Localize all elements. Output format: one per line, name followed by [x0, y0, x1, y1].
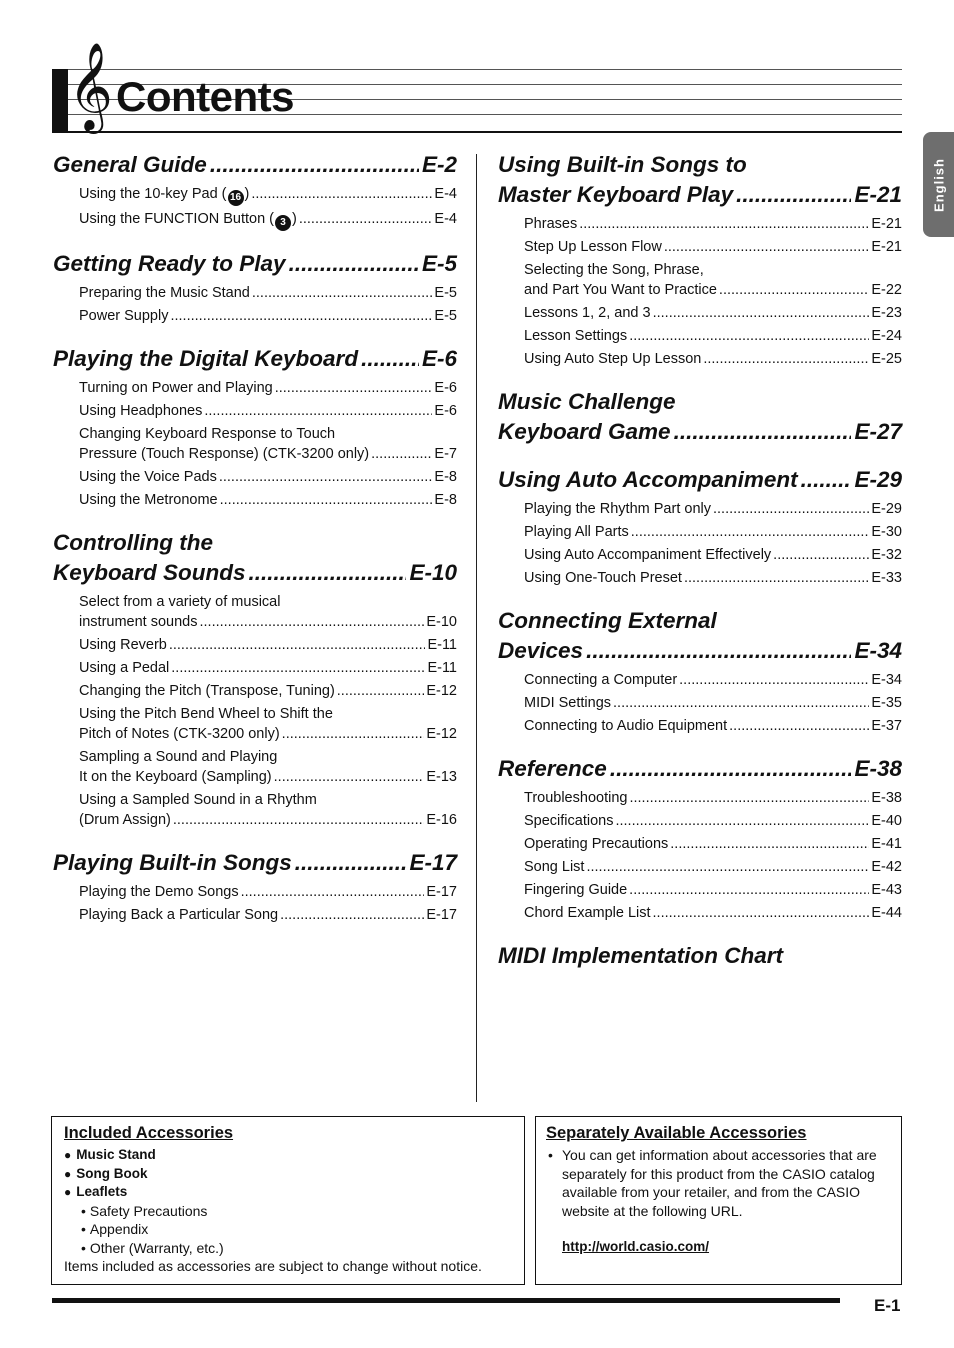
footer-rule	[52, 1298, 840, 1303]
entry-page: E-5	[434, 308, 457, 324]
section-items	[498, 670, 902, 736]
leader-dots	[719, 280, 869, 300]
entry-text: Lessons 1, 2, and 3	[524, 305, 651, 321]
entry-text	[79, 184, 249, 206]
entry-line: Using a Sampled Sound in a Rhythm	[79, 792, 317, 808]
entry-page: E-35	[871, 695, 902, 711]
included-accessories-box	[51, 1116, 525, 1285]
entry-text: Fingering Guide	[524, 882, 628, 898]
entry-page: E-25	[871, 351, 902, 367]
entry-row	[79, 283, 457, 303]
leader-dots	[252, 283, 433, 303]
toc-entry[interactable]	[524, 260, 902, 300]
entry-page: E-8	[434, 492, 457, 508]
entry-row	[524, 326, 902, 346]
leader-dots	[615, 811, 869, 831]
section-title[interactable]	[498, 180, 902, 210]
toc-entry[interactable]	[79, 635, 457, 655]
entry-row	[524, 349, 902, 369]
language-label: English	[931, 157, 946, 212]
entry-row	[524, 670, 902, 690]
toc-entry[interactable]	[524, 303, 902, 323]
entry-page: E-4	[434, 211, 457, 227]
toc-entry[interactable]	[524, 568, 902, 588]
entry-text: Connecting to Audio Equipment	[524, 718, 728, 734]
leader-dots	[703, 349, 869, 369]
toc-entry[interactable]	[524, 237, 902, 257]
entry-text: Song List	[524, 859, 585, 875]
entry-row	[524, 716, 902, 736]
section-title[interactable]	[498, 465, 902, 495]
toc-entry[interactable]	[524, 834, 902, 854]
leader-dots	[773, 545, 869, 565]
entry-page: E-12	[426, 726, 457, 742]
entry-text: Chord Example List	[524, 905, 651, 921]
leader-dots	[579, 214, 869, 234]
leader-dots	[280, 905, 424, 925]
entry-text: Power Supply	[79, 308, 169, 324]
toc-column-right	[498, 150, 902, 989]
entry-page: E-43	[871, 882, 902, 898]
entry-row	[524, 237, 902, 257]
entry-page: E-6	[434, 403, 457, 419]
leader-dots	[629, 880, 869, 900]
toc-section	[498, 387, 902, 447]
toc-entry[interactable]	[524, 857, 902, 877]
toc-entry[interactable]	[79, 658, 457, 678]
entry-page: E-44	[871, 905, 902, 921]
entry-text: Preparing the Music Stand	[79, 285, 250, 301]
leader-dots	[289, 249, 419, 279]
page-number: E-1	[874, 1296, 901, 1315]
toc-entry[interactable]	[79, 704, 457, 744]
leader-dots	[249, 558, 407, 588]
section-title[interactable]	[498, 941, 902, 971]
section-page: E-6	[421, 346, 457, 371]
entry-row	[79, 401, 457, 421]
leader-dots	[210, 150, 419, 180]
leader-dots	[679, 670, 869, 690]
entry-text: It on the Keyboard (Sampling)	[79, 769, 272, 785]
toc-entry[interactable]	[79, 401, 457, 421]
section-page: E-34	[854, 638, 902, 663]
entry-row	[524, 280, 902, 300]
entry-row	[79, 635, 457, 655]
entry-text-part: )	[244, 186, 250, 202]
section-items	[53, 283, 457, 326]
toc-entry[interactable]	[79, 905, 457, 925]
section-title[interactable]	[53, 249, 457, 279]
entry-text: Playing All Parts	[524, 524, 629, 540]
leader-dots	[251, 184, 432, 204]
accessories-note: Items included as accessories are subject to change without notice.	[64, 1258, 482, 1274]
section-title-text: Master Keyboard Play	[498, 182, 734, 207]
entry-page: E-21	[871, 216, 902, 232]
casio-url-link[interactable]: http://world.casio.com/	[562, 1239, 710, 1254]
entry-text: Connecting a Computer	[524, 672, 678, 688]
entry-row	[79, 306, 457, 326]
entry-text: Troubleshooting	[524, 790, 628, 806]
leader-dots	[674, 417, 852, 447]
section-title-text: Keyboard Game	[498, 419, 671, 444]
entry-text	[79, 209, 297, 231]
section-title-text: Using Auto Accompaniment	[498, 467, 798, 492]
treble-clef-icon: 𝄞	[68, 41, 113, 130]
leader-dots	[361, 344, 419, 374]
entry-row	[79, 378, 457, 398]
leader-dots	[629, 326, 869, 346]
entry-page: E-16	[426, 812, 457, 828]
toc-section	[53, 150, 457, 231]
section-title[interactable]	[498, 417, 902, 447]
entry-row	[79, 209, 457, 231]
leader-dots	[275, 378, 433, 398]
separate-accessories-text: • You can get information about accessories that are separately for this product from the CASIO catalog available from your retailer, and from the CASIO website at the following URL.	[546, 1146, 889, 1220]
entry-line: Selecting the Song, Phrase,	[524, 262, 704, 278]
entry-page: E-22	[871, 282, 902, 298]
leader-dots	[282, 724, 425, 744]
toc-entry[interactable]	[79, 790, 457, 830]
key-number-icon: 3	[275, 215, 291, 231]
section-items	[498, 499, 902, 588]
entry-row	[79, 444, 457, 464]
toc-section	[53, 848, 457, 925]
language-tab	[923, 132, 954, 237]
entry-row	[524, 903, 902, 923]
toc-entry[interactable]	[79, 306, 457, 326]
clef-bar	[52, 69, 68, 132]
section-title-line[interactable]: Using Built-in Songs to	[498, 152, 747, 177]
entry-row	[79, 882, 457, 902]
leader-dots	[631, 522, 870, 542]
toc-section	[498, 465, 902, 588]
toc-entry[interactable]	[79, 283, 457, 303]
entry-text: Using the Voice Pads	[79, 469, 217, 485]
entry-page: E-11	[427, 637, 457, 653]
entry-page: E-4	[434, 186, 457, 202]
toc-entry[interactable]	[79, 882, 457, 902]
section-items	[53, 184, 457, 231]
leader-dots	[713, 499, 869, 519]
section-title-text: Keyboard Sounds	[53, 560, 246, 585]
toc-entry[interactable]	[79, 490, 457, 510]
entry-text: Changing the Pitch (Transpose, Tuning)	[79, 683, 335, 699]
toc-entry[interactable]	[524, 716, 902, 736]
leader-dots	[613, 693, 869, 713]
entry-row	[79, 767, 457, 787]
entry-row	[524, 545, 902, 565]
section-items	[53, 378, 457, 510]
entry-page: E-17	[426, 884, 457, 900]
entry-page: E-41	[871, 836, 902, 852]
toc-entry[interactable]	[79, 681, 457, 701]
entry-row	[79, 658, 457, 678]
entry-page: E-32	[871, 547, 902, 563]
entry-text: Phrases	[524, 216, 578, 232]
entry-page: E-13	[426, 769, 457, 785]
leader-dots	[653, 303, 870, 323]
section-title-text: Playing Built-in Songs	[53, 850, 292, 875]
leader-dots	[299, 209, 433, 229]
section-page: E-29	[854, 467, 902, 492]
entry-text: instrument sounds	[79, 614, 198, 630]
leader-dots	[629, 788, 869, 808]
leader-dots	[586, 857, 869, 877]
toc-entry[interactable]	[524, 670, 902, 690]
entry-page: E-29	[871, 501, 902, 517]
section-title-line[interactable]: Connecting External	[498, 608, 717, 633]
entry-row	[524, 568, 902, 588]
accessory-item: ● Leaflets	[64, 1183, 524, 1202]
entry-row	[79, 905, 457, 925]
entry-page: E-10	[426, 614, 457, 630]
entry-text-part: Using the FUNCTION Button (	[79, 211, 274, 227]
toc-section	[498, 150, 902, 369]
leaflet-item: • Appendix	[64, 1220, 524, 1239]
entry-row	[524, 522, 902, 542]
entry-page: E-11	[427, 660, 457, 676]
entry-page: E-23	[871, 305, 902, 321]
leader-dots	[729, 716, 869, 736]
section-title[interactable]	[53, 558, 457, 588]
entry-page: E-5	[434, 285, 457, 301]
separate-accessories-box	[535, 1116, 902, 1285]
entry-text: Playing the Rhythm Part only	[524, 501, 711, 517]
entry-row	[524, 857, 902, 877]
leader-dots	[586, 636, 851, 666]
section-page: E-38	[854, 756, 902, 781]
leader-dots	[169, 635, 426, 655]
section-page: E-10	[409, 560, 457, 585]
toc-entry[interactable]	[524, 788, 902, 808]
section-page: E-27	[854, 419, 902, 444]
toc-section	[53, 344, 457, 510]
toc-entry[interactable]	[524, 880, 902, 900]
toc-entry[interactable]	[79, 378, 457, 398]
entry-text-part: Using the 10-key Pad (	[79, 186, 227, 202]
entry-text: (Drum Assign)	[79, 812, 171, 828]
entry-row	[524, 834, 902, 854]
section-page: E-21	[854, 182, 902, 207]
entry-row	[79, 681, 457, 701]
leader-dots	[173, 810, 425, 830]
leader-dots	[274, 767, 425, 787]
entry-row	[79, 467, 457, 487]
toc-entry[interactable]	[524, 214, 902, 234]
entry-row	[524, 499, 902, 519]
page-title: Contents	[116, 73, 294, 120]
toc-section	[498, 606, 902, 736]
entry-page: E-33	[871, 570, 902, 586]
entry-row	[79, 810, 457, 830]
entry-page: E-7	[434, 446, 457, 462]
section-items	[53, 882, 457, 925]
section-page: E-17	[409, 850, 457, 875]
toc-entry[interactable]	[524, 349, 902, 369]
leader-dots	[653, 903, 870, 923]
entry-text: Using Auto Accompaniment Effectively	[524, 547, 772, 563]
toc-entry[interactable]	[79, 184, 457, 206]
section-title-text: General Guide	[53, 152, 207, 177]
entry-page: E-24	[871, 328, 902, 344]
toc-entry[interactable]	[79, 209, 457, 231]
entry-text: Using Headphones	[79, 403, 203, 419]
entry-line: Changing Keyboard Response to Touch	[79, 426, 336, 442]
toc-entry[interactable]	[524, 693, 902, 713]
section-title-text: Playing the Digital Keyboard	[53, 346, 359, 371]
column-divider	[476, 154, 477, 1102]
toc-section	[498, 941, 902, 971]
entry-text: Operating Precautions	[524, 836, 669, 852]
accessory-item: ● Music Stand	[64, 1146, 524, 1165]
toc-entry[interactable]	[79, 592, 457, 632]
entry-page: E-12	[426, 683, 457, 699]
leader-dots	[664, 237, 870, 257]
leader-dots	[204, 401, 432, 421]
entry-text: Pressure (Touch Response) (CTK-3200 only)	[79, 446, 370, 462]
title-rule	[52, 131, 902, 133]
leaflet-item: • Other (Warranty, etc.)	[64, 1239, 524, 1258]
entry-row	[524, 880, 902, 900]
entry-text: Lesson Settings	[524, 328, 628, 344]
toc-section	[53, 528, 457, 830]
toc-entry[interactable]	[524, 811, 902, 831]
entry-page: E-42	[871, 859, 902, 875]
toc-section	[53, 249, 457, 326]
toc-entry[interactable]	[79, 467, 457, 487]
entry-row	[524, 303, 902, 323]
entry-row	[524, 214, 902, 234]
entry-text: Using One-Touch Preset	[524, 570, 682, 586]
leaflet-item: • Safety Precautions	[64, 1202, 524, 1221]
entry-text: Using Auto Step Up Lesson	[524, 351, 702, 367]
entry-row	[79, 184, 457, 206]
entry-row	[79, 612, 457, 632]
entry-page: E-37	[871, 718, 902, 734]
section-title[interactable]	[53, 344, 457, 374]
leader-dots	[170, 306, 432, 326]
section-title-line[interactable]: Controlling the	[53, 530, 213, 555]
entry-text: Playing the Demo Songs	[79, 884, 239, 900]
section-items	[498, 214, 902, 369]
entry-page: E-6	[434, 380, 457, 396]
entry-page: E-40	[871, 813, 902, 829]
entry-text-part: )	[292, 211, 297, 227]
entry-text: Step Up Lesson Flow	[524, 239, 662, 255]
included-accessories-title: Included Accessories	[64, 1124, 234, 1142]
toc-entry[interactable]	[524, 522, 902, 542]
entry-text: Using Reverb	[79, 637, 167, 653]
section-items	[53, 592, 457, 830]
entry-text: Pitch of Notes (CTK-3200 only)	[79, 726, 280, 742]
section-title-line[interactable]: Music Challenge	[498, 389, 676, 414]
toc-entry[interactable]	[79, 424, 457, 464]
section-page: E-2	[421, 152, 457, 177]
leader-dots	[171, 658, 425, 678]
entry-line: Using the Pitch Bend Wheel to Shift the	[79, 706, 333, 722]
section-title[interactable]	[498, 636, 902, 666]
section-page: E-5	[421, 251, 457, 276]
leader-dots	[371, 444, 432, 464]
leader-dots	[684, 568, 869, 588]
toc-section	[498, 754, 902, 923]
entry-text: Using the Metronome	[79, 492, 218, 508]
entry-text: and Part You Want to Practice	[524, 282, 717, 298]
entry-text: Playing Back a Particular Song	[79, 907, 279, 923]
section-title-text: Reference	[498, 756, 607, 781]
entry-line: Select from a variety of musical	[79, 594, 281, 610]
entry-text: MIDI Settings	[524, 695, 612, 711]
entry-page: E-30	[871, 524, 902, 540]
key-number-icon: 16	[228, 190, 244, 206]
section-title[interactable]	[53, 848, 457, 878]
separate-accessories-title: Separately Available Accessories	[546, 1124, 807, 1142]
entry-row	[79, 724, 457, 744]
section-items	[498, 788, 902, 923]
toc-entry[interactable]	[79, 747, 457, 787]
entry-text: Turning on Power and Playing	[79, 380, 273, 396]
leader-dots	[220, 490, 433, 510]
entry-page: E-21	[871, 239, 902, 255]
toc-column-left	[53, 150, 457, 943]
entry-row	[524, 693, 902, 713]
leader-dots	[199, 612, 424, 632]
section-title-text: Devices	[498, 638, 584, 663]
toc-entry[interactable]	[524, 499, 902, 519]
leader-dots	[219, 467, 433, 487]
entry-row	[524, 811, 902, 831]
leader-dots	[295, 848, 407, 878]
toc-entry[interactable]	[524, 326, 902, 346]
leader-dots	[670, 834, 869, 854]
accessory-item: ● Song Book	[64, 1165, 524, 1184]
section-title[interactable]	[498, 754, 902, 784]
entry-page: E-8	[434, 469, 457, 485]
entry-page: E-17	[426, 907, 457, 923]
section-title[interactable]	[53, 150, 457, 180]
leader-dots	[337, 681, 425, 701]
leader-dots	[736, 180, 851, 210]
leader-dots	[241, 882, 425, 902]
section-title-text: MIDI Implementation Chart	[498, 943, 784, 968]
entry-text: Specifications	[524, 813, 614, 829]
section-title-text: Getting Ready to Play	[53, 251, 286, 276]
toc-entry[interactable]	[524, 903, 902, 923]
entry-page: E-38	[871, 790, 902, 806]
leader-dots	[610, 754, 852, 784]
entry-row	[524, 788, 902, 808]
entry-line: Sampling a Sound and Playing	[79, 749, 278, 765]
entry-row	[79, 490, 457, 510]
entry-text: Using a Pedal	[79, 660, 170, 676]
entry-page: E-34	[871, 672, 902, 688]
toc-entry[interactable]	[524, 545, 902, 565]
leader-dots	[801, 465, 852, 495]
